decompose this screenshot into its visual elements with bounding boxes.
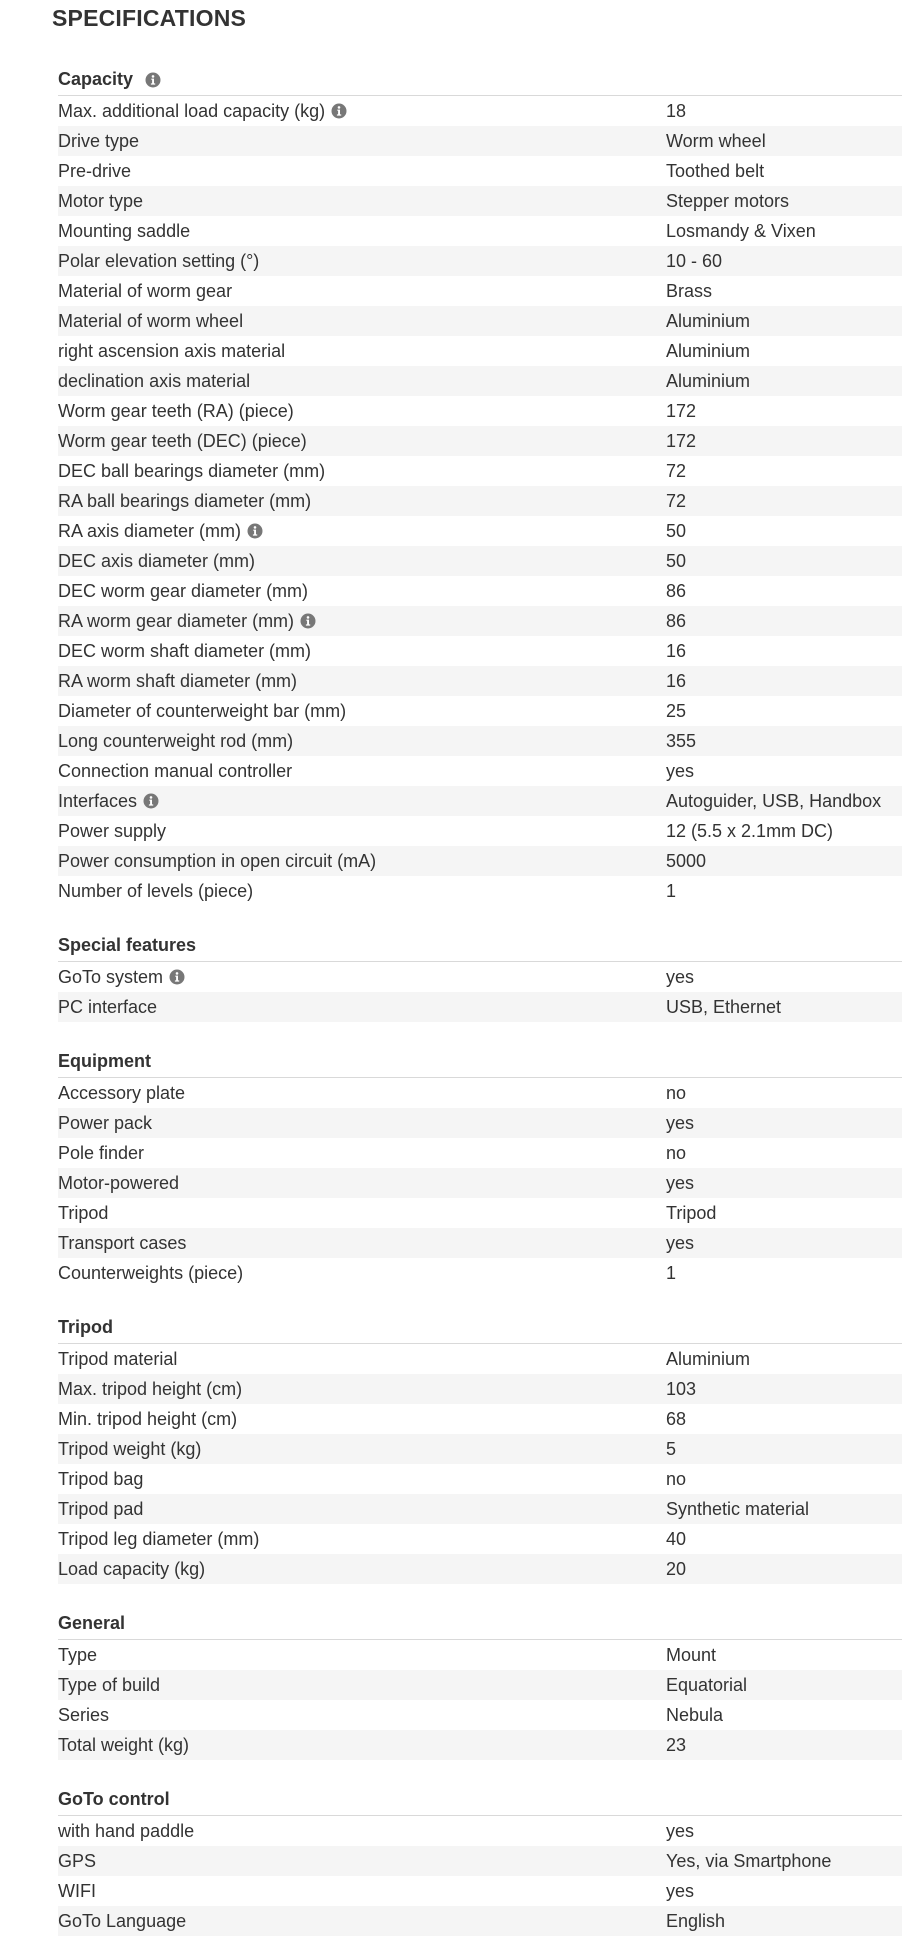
spec-property-label: Tripod leg diameter (mm): [58, 1528, 260, 1549]
spec-property-label: Tripod weight (kg): [58, 1438, 202, 1459]
spec-value: no: [666, 1082, 687, 1103]
spec-row: [58, 1434, 902, 1464]
spec-row: [58, 306, 902, 336]
spec-section: [58, 930, 902, 1022]
spec-row: [58, 1700, 902, 1730]
spec-property-label: declination axis material: [58, 370, 251, 391]
spec-row: [58, 1198, 902, 1228]
spec-property: [58, 701, 666, 722]
spec-row: [58, 1876, 902, 1906]
spec-row: [58, 1464, 902, 1494]
spec-property: [58, 581, 666, 602]
spec-value: Aluminium: [666, 310, 751, 331]
spec-property-label: Tripod pad: [58, 1498, 144, 1519]
spec-rows: [58, 962, 902, 1022]
spec-value: 1: [666, 880, 677, 901]
spec-row: [58, 1730, 902, 1760]
info-icon[interactable]: [145, 72, 161, 88]
spec-row: [58, 1168, 902, 1198]
spec-value: Nebula: [666, 1704, 724, 1725]
spec-value: yes: [666, 1820, 695, 1841]
spec-property: [58, 521, 666, 542]
spec-property: [58, 821, 666, 842]
spec-row: [58, 426, 902, 456]
spec-value: yes: [666, 1112, 695, 1133]
spec-property-label: Material of worm wheel: [58, 310, 244, 331]
spec-row: [58, 96, 902, 126]
spec-property-label: Tripod material: [58, 1348, 178, 1369]
spec-property-label: Worm gear teeth (RA) (piece): [58, 400, 294, 421]
spec-value: no: [666, 1142, 687, 1163]
spec-value: Mount: [666, 1644, 717, 1665]
spec-value: English: [666, 1910, 726, 1931]
spec-value: Toothed belt: [666, 160, 765, 181]
spec-row: [58, 1670, 902, 1700]
spec-property: [58, 221, 666, 242]
spec-row: [58, 1816, 902, 1846]
spec-property: [58, 161, 666, 182]
spec-property-label: Transport cases: [58, 1232, 187, 1253]
spec-row: [58, 1228, 902, 1258]
spec-rows: [58, 1344, 902, 1584]
section-title: Special features: [58, 935, 197, 955]
spec-property-label: WIFI: [58, 1880, 96, 1901]
spec-property: [58, 997, 666, 1018]
spec-value: yes: [666, 966, 695, 987]
spec-rows: [58, 1078, 902, 1288]
spec-property: [58, 641, 666, 662]
spec-property: [58, 881, 666, 902]
spec-row: [58, 126, 902, 156]
spec-property-label: DEC axis diameter (mm): [58, 550, 256, 571]
spec-value: yes: [666, 1880, 695, 1901]
spec-value: Autoguider, USB, Handbox: [666, 790, 882, 811]
spec-value: yes: [666, 1172, 695, 1193]
spec-property-label: Mounting saddle: [58, 220, 191, 241]
spec-row: [58, 606, 902, 636]
spec-property-label: Total weight (kg): [58, 1734, 190, 1755]
spec-property-label: with hand paddle: [58, 1820, 195, 1841]
spec-row: [58, 696, 902, 726]
spec-property-label: Connection manual controller: [58, 760, 293, 781]
spec-value: Stepper motors: [666, 190, 790, 211]
spec-property-label: DEC ball bearings diameter (mm): [58, 460, 326, 481]
spec-row: [58, 786, 902, 816]
spec-section: [58, 64, 902, 906]
spec-value: 50: [666, 520, 687, 541]
spec-property: [58, 191, 666, 212]
spec-row: [58, 1138, 902, 1168]
spec-value: 5: [666, 1438, 677, 1459]
spec-value: 172: [666, 400, 697, 421]
spec-property-label: Series: [58, 1704, 110, 1725]
spec-value: Synthetic material: [666, 1498, 810, 1519]
spec-property-label: Min. tripod height (cm): [58, 1408, 238, 1429]
spec-row: [58, 1554, 902, 1584]
spec-property-label: Long counterweight rod (mm): [58, 730, 294, 751]
spec-value: 16: [666, 670, 687, 691]
spec-row: [58, 992, 902, 1022]
spec-value: Equatorial: [666, 1674, 748, 1695]
spec-property: [58, 1675, 666, 1696]
spec-property: [58, 101, 666, 122]
spec-property-label: Accessory plate: [58, 1082, 186, 1103]
spec-row: [58, 186, 902, 216]
spec-property: [58, 1499, 666, 1520]
spec-value: 5000: [666, 850, 707, 871]
spec-property-label: DEC worm shaft diameter (mm): [58, 640, 312, 661]
spec-section: [58, 1046, 902, 1288]
spec-row: [58, 756, 902, 786]
spec-row: [58, 276, 902, 306]
spec-row: [58, 1906, 902, 1936]
spec-property-label: Motor-powered: [58, 1172, 180, 1193]
spec-property-label: Power consumption in open circuit (mA): [58, 850, 377, 871]
spec-property: [58, 131, 666, 152]
spec-row: [58, 1524, 902, 1554]
page-title: SPECIFICATIONS: [52, 5, 247, 31]
spec-value: 68: [666, 1408, 687, 1429]
spec-value: Aluminium: [666, 340, 751, 361]
spec-value: 25: [666, 700, 687, 721]
spec-property: [58, 671, 666, 692]
info-icon[interactable]: [247, 523, 263, 539]
spec-property: [58, 1349, 666, 1370]
spec-value: 72: [666, 460, 687, 481]
spec-property: [58, 461, 666, 482]
spec-value: 103: [666, 1378, 697, 1399]
spec-property-label: Max. tripod height (cm): [58, 1378, 243, 1399]
spec-property: [58, 1263, 666, 1284]
section-header: [58, 930, 902, 962]
spec-value: 20: [666, 1558, 687, 1579]
spec-property: [58, 1233, 666, 1254]
spec-property: [58, 851, 666, 872]
spec-value: 72: [666, 490, 687, 511]
spec-row: [58, 336, 902, 366]
spec-property: [58, 1529, 666, 1550]
spec-property: [58, 1911, 666, 1932]
spec-value: 86: [666, 580, 687, 601]
spec-property: [58, 1439, 666, 1460]
spec-value: 1: [666, 1262, 677, 1283]
spec-row: [58, 1404, 902, 1434]
spec-rows: [58, 96, 902, 906]
spec-property-label: Interfaces: [58, 790, 138, 811]
spec-value: Aluminium: [666, 370, 751, 391]
spec-property-label: Pre-drive: [58, 160, 132, 181]
spec-row: [58, 876, 902, 906]
spec-value: 16: [666, 640, 687, 661]
spec-property-label: GoTo system: [58, 966, 164, 987]
spec-row: [58, 1846, 902, 1876]
section-header: [58, 1608, 902, 1640]
spec-rows: [58, 1816, 902, 1936]
spec-property-label: RA worm shaft diameter (mm): [58, 670, 298, 691]
spec-property-label: RA worm gear diameter (mm): [58, 610, 295, 631]
spec-property-label: right ascension axis material: [58, 340, 286, 361]
spec-row: [58, 456, 902, 486]
spec-value: 40: [666, 1528, 687, 1549]
section-header: [58, 1312, 902, 1344]
spec-property: [58, 311, 666, 332]
spec-property: [58, 1379, 666, 1400]
spec-property: [58, 761, 666, 782]
spec-property-label: Counterweights (piece): [58, 1262, 244, 1283]
spec-property-label: GPS: [58, 1850, 97, 1871]
spec-property-label: DEC worm gear diameter (mm): [58, 580, 309, 601]
spec-property: [58, 1851, 666, 1872]
spec-property: [58, 1559, 666, 1580]
spec-property-label: Tripod: [58, 1202, 109, 1223]
spec-property: [58, 791, 666, 812]
spec-property-label: Motor type: [58, 190, 144, 211]
section-header: [58, 1784, 902, 1816]
spec-value: Brass: [666, 280, 713, 301]
spec-section: [58, 1608, 902, 1760]
spec-property-label: Tripod bag: [58, 1468, 144, 1489]
spec-row: [58, 816, 902, 846]
section-title: General: [58, 1613, 126, 1633]
spec-row: [58, 636, 902, 666]
spec-row: [58, 726, 902, 756]
spec-property: [58, 371, 666, 392]
spec-property-label: Power pack: [58, 1112, 153, 1133]
spec-property: [58, 1881, 666, 1902]
spec-property-label: Number of levels (piece): [58, 880, 254, 901]
spec-section: [58, 1312, 902, 1584]
spec-value: USB, Ethernet: [666, 996, 782, 1017]
spec-row: [58, 516, 902, 546]
spec-row: [58, 1374, 902, 1404]
spec-row: [58, 1640, 902, 1670]
spec-property-label: PC interface: [58, 996, 158, 1017]
spec-row: [58, 962, 902, 992]
spec-property: [58, 1203, 666, 1224]
spec-property: [58, 1469, 666, 1490]
spec-property: [58, 967, 666, 988]
spec-property-label: GoTo Language: [58, 1910, 187, 1931]
spec-row: [58, 666, 902, 696]
spec-row: [58, 1494, 902, 1524]
spec-value: yes: [666, 1232, 695, 1253]
spec-value: yes: [666, 760, 695, 781]
spec-property: [58, 1113, 666, 1134]
section-header: [58, 64, 902, 96]
spec-row: [58, 366, 902, 396]
spec-property-label: Pole finder: [58, 1142, 145, 1163]
spec-property: [58, 401, 666, 422]
spec-sections: [58, 64, 902, 1960]
spec-property: [58, 1645, 666, 1666]
spec-property: [58, 551, 666, 572]
spec-property: [58, 1705, 666, 1726]
spec-property-label: Polar elevation setting (°): [58, 250, 260, 271]
spec-property-label: Type of build: [58, 1674, 161, 1695]
spec-property-label: Max. additional load capacity (kg): [58, 100, 326, 121]
spec-value: Tripod: [666, 1202, 717, 1223]
spec-property: [58, 1143, 666, 1164]
spec-property: [58, 1173, 666, 1194]
spec-value: Losmandy & Vixen: [666, 220, 816, 241]
spec-property: [58, 491, 666, 512]
info-icon[interactable]: [331, 103, 347, 119]
spec-property-label: Diameter of counterweight bar (mm): [58, 700, 347, 721]
spec-row: [58, 246, 902, 276]
spec-value: 86: [666, 610, 687, 631]
spec-value: Yes, via Smartphone: [666, 1850, 832, 1871]
spec-property: [58, 1083, 666, 1104]
spec-value: 50: [666, 550, 687, 571]
info-icon[interactable]: [169, 969, 185, 985]
spec-property: [58, 1735, 666, 1756]
spec-value: no: [666, 1468, 687, 1489]
spec-property: [58, 251, 666, 272]
section-title: Tripod: [58, 1317, 113, 1337]
spec-value: Aluminium: [666, 1348, 751, 1369]
spec-value: Worm wheel: [666, 130, 766, 151]
spec-row: [58, 546, 902, 576]
spec-row: [58, 396, 902, 426]
spec-row: [58, 1258, 902, 1288]
spec-value: 355: [666, 730, 697, 751]
spec-property: [58, 281, 666, 302]
spec-property-label: Type: [58, 1644, 98, 1665]
spec-section: [58, 1784, 902, 1936]
spec-property: [58, 731, 666, 752]
spec-property-label: Power supply: [58, 820, 167, 841]
spec-row: [58, 156, 902, 186]
spec-property: [58, 341, 666, 362]
spec-row: [58, 1078, 902, 1108]
spec-row: [58, 576, 902, 606]
spec-property: [58, 1409, 666, 1430]
spec-value: 12 (5.5 x 2.1mm DC): [666, 820, 834, 841]
section-title: Equipment: [58, 1051, 151, 1071]
spec-row: [58, 846, 902, 876]
info-icon[interactable]: [300, 613, 316, 629]
spec-row: [58, 1108, 902, 1138]
spec-property-label: Worm gear teeth (DEC) (piece): [58, 430, 307, 451]
spec-value: 18: [666, 100, 687, 121]
spec-property-label: Drive type: [58, 130, 140, 151]
spec-property-label: RA axis diameter (mm): [58, 520, 242, 541]
spec-value: 23: [666, 1734, 687, 1755]
spec-value: 172: [666, 430, 697, 451]
spec-property: [58, 1821, 666, 1842]
spec-property-label: Material of worm gear: [58, 280, 233, 301]
spec-rows: [58, 1640, 902, 1760]
spec-row: [58, 486, 902, 516]
spec-row: [58, 216, 902, 246]
spec-property: [58, 611, 666, 632]
section-title: Capacity: [58, 69, 134, 89]
section-header: [58, 1046, 902, 1078]
spec-property-label: RA ball bearings diameter (mm): [58, 490, 312, 511]
spec-row: [58, 1344, 902, 1374]
info-icon[interactable]: [143, 793, 159, 809]
spec-property-label: Load capacity (kg): [58, 1558, 206, 1579]
spec-value: 10 - 60: [666, 250, 723, 271]
section-title: GoTo control: [58, 1789, 170, 1809]
spec-property: [58, 431, 666, 452]
